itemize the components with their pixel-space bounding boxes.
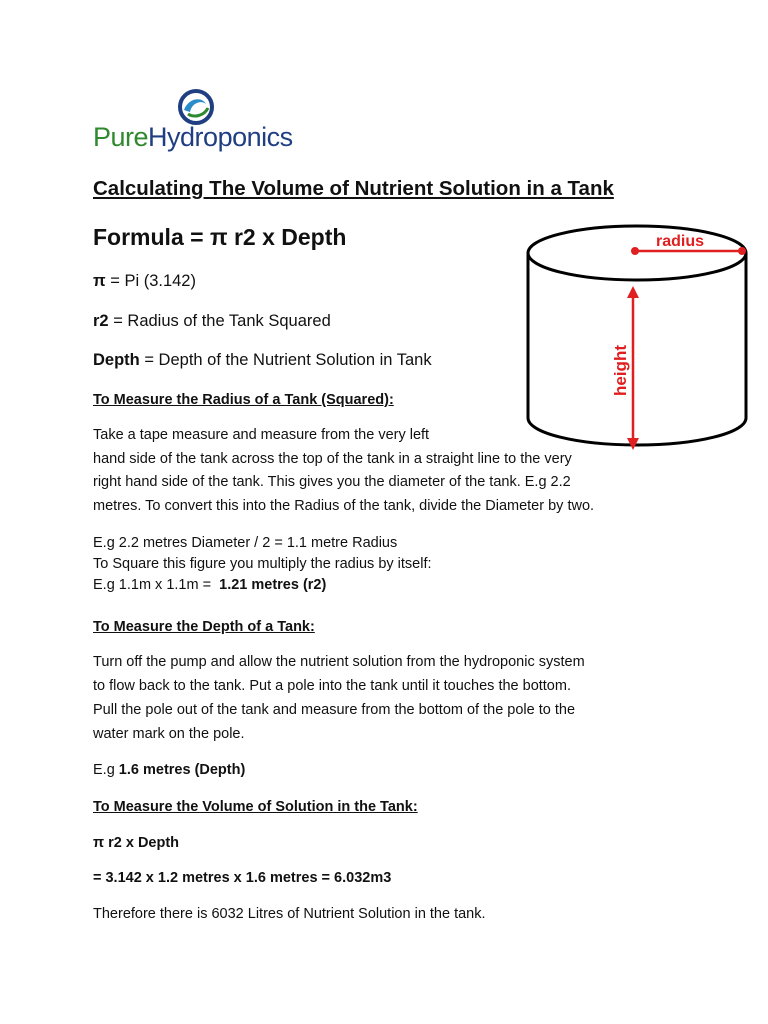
radius-example-line: [93, 577, 326, 593]
depth-example-prefix: E.g: [93, 762, 119, 778]
definition-pi: [93, 272, 196, 291]
depth-para-line: Turn off the pump and allow the nutrient solution from the hydroponic system: [93, 654, 585, 670]
depth-para-line: to flow back to the tank. Put a pole into the tank until it touches the bottom.: [93, 678, 571, 694]
wave-swirl-icon: [176, 88, 216, 126]
depth-para-line: Pull the pole out of the tank and measure from the bottom of the pole to the: [93, 702, 576, 718]
radius-para-line: right hand side of the tank. This gives you the diameter of the tank. E.g 2.2: [93, 474, 571, 490]
volume-formula: π r2 x Depth: [93, 835, 180, 851]
volume-calculation: = 3.142 x 1.2 metres x 1.6 metres = 6.032m3: [93, 870, 392, 886]
logo-wordmark: [93, 122, 293, 153]
definition-text: = Radius of the Tank Squared: [108, 312, 331, 330]
radius-example-line: E.g 2.2 metres Diameter / 2 = 1.1 metre Radius: [93, 535, 398, 551]
height-arrow-top: [627, 286, 639, 298]
radius-section-heading: To Measure the Radius of a Tank (Squared):: [93, 392, 394, 408]
definition-term: r2: [93, 312, 109, 330]
tank-diagram: [520, 218, 754, 454]
document-title: Calculating The Volume of Nutrient Solution in a Tank: [93, 177, 614, 200]
definition-depth: [93, 351, 432, 370]
radius-label: radius: [656, 233, 705, 250]
formula-heading: Formula = π r2 x Depth: [93, 224, 347, 250]
radius-center-dot: [631, 247, 639, 255]
logo-text-pure: Pure: [93, 122, 149, 152]
radius-squared-result: 1.21 metres (r2): [219, 577, 327, 593]
radius-para-line: hand side of the tank across the top of the tank in a straight line to the very: [93, 451, 572, 467]
logo-text-hydroponics: Hydroponics: [148, 122, 293, 152]
depth-example-value: 1.6 metres (Depth): [118, 762, 246, 778]
definition-term: π: [93, 272, 106, 290]
radius-para-line: Take a tape measure and measure from the very left: [93, 427, 430, 443]
volume-conclusion: Therefore there is 6032 Litres of Nutrient Solution in the tank.: [93, 906, 486, 922]
depth-section-heading: To Measure the Depth of a Tank:: [93, 619, 315, 635]
volume-section-heading: To Measure the Volume of Solution in the Tank:: [93, 799, 418, 815]
depth-para-line: water mark on the pole.: [93, 726, 245, 742]
definition-term: Depth: [93, 351, 140, 369]
height-label: height: [611, 345, 630, 396]
definition-r2: [93, 312, 331, 331]
purehydroponics-logo: [93, 88, 293, 158]
radius-edge-dot: [738, 247, 746, 255]
tank-cylinder-body: [528, 253, 746, 445]
definition-text: = Depth of the Nutrient Solution in Tank: [139, 351, 432, 369]
depth-example: [93, 762, 245, 778]
radius-para-line: metres. To convert this into the Radius of the tank, divide the Diameter by two.: [93, 498, 595, 514]
definition-text: = Pi (3.142): [105, 272, 196, 290]
radius-example-line: To Square this figure you multiply the radius by itself:: [93, 556, 432, 572]
radius-example-prefix: E.g 1.1m x 1.1m =: [93, 577, 220, 593]
